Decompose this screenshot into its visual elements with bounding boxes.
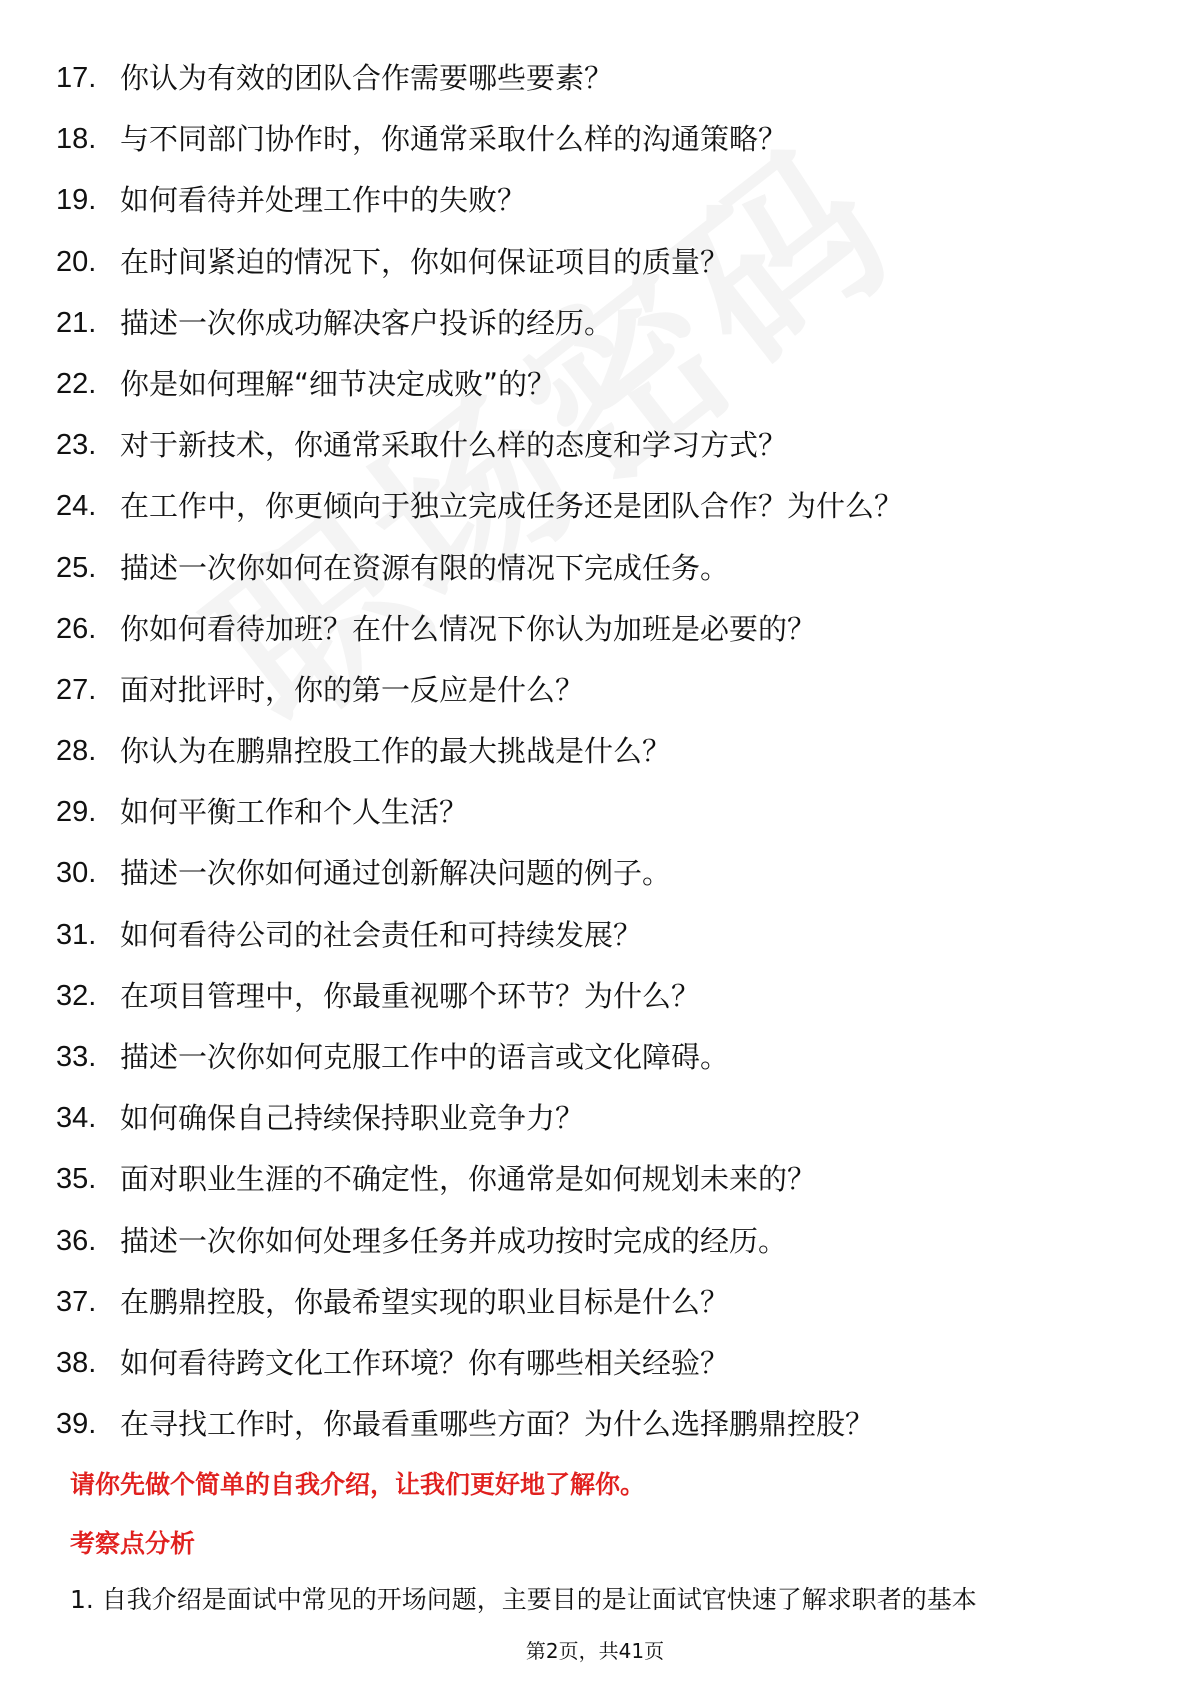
question-list <box>56 48 1146 1455</box>
question-number: 36. <box>56 1224 97 1257</box>
question-item <box>56 1333 1146 1394</box>
question-text: 与不同部门协作时，你通常采取什么样的沟通策略？ <box>120 122 788 157</box>
question-number: 28. <box>56 735 97 768</box>
question-text: 在鹏鼎控股，你最希望实现的职业目标是什么？ <box>120 1284 730 1319</box>
question-item <box>56 354 1146 415</box>
question-item <box>56 170 1146 231</box>
question-text: 对于新技术，你通常采取什么样的态度和学习方式？ <box>120 428 788 463</box>
question-item <box>56 721 1146 782</box>
question-text: 如何看待公司的社会责任和可持续发展？ <box>120 917 643 952</box>
question-number: 31. <box>56 918 97 951</box>
question-text: 你是如何理解“细节决定成败”的？ <box>120 366 557 401</box>
question-number: 38. <box>56 1346 97 1379</box>
question-number: 25. <box>56 551 97 584</box>
question-text: 如何看待并处理工作中的失败？ <box>120 183 527 218</box>
question-item <box>56 415 1146 476</box>
analysis-text: 1. 自我介绍是面试中常见的开场问题，主要目的是让面试官快速了解求职者的基本 <box>70 1585 977 1614</box>
question-number: 34. <box>56 1102 97 1135</box>
question-number: 26. <box>56 612 97 645</box>
question-item <box>56 293 1146 354</box>
question-item <box>56 476 1146 537</box>
section-title: 考察点分析 <box>70 1529 196 1558</box>
question-number: 27. <box>56 673 97 706</box>
question-text: 描述一次你如何处理多任务并成功按时完成的经历。 <box>120 1223 788 1258</box>
question-item <box>56 1088 1146 1149</box>
question-text: 描述一次你如何克服工作中的语言或文化障碍。 <box>120 1040 730 1074</box>
question-text: 在时间紧迫的情况下，你如何保证项目的质量？ <box>120 244 730 279</box>
question-text: 你认为在鹏鼎控股工作的最大挑战是什么？ <box>120 734 672 769</box>
question-text: 在工作中，你更倾向于独立完成任务还是团队合作？为什么？ <box>120 489 904 524</box>
question-number: 17. <box>56 62 97 94</box>
question-item <box>56 48 1146 109</box>
question-number: 37. <box>56 1285 97 1318</box>
question-number: 30. <box>56 857 97 890</box>
question-number: 32. <box>56 979 97 1012</box>
question-item <box>56 1149 1146 1210</box>
question-number: 39. <box>56 1408 97 1441</box>
page-footer: 第2页，共41页 <box>525 1639 665 1663</box>
question-item <box>56 1272 1146 1333</box>
question-number: 20. <box>56 245 97 278</box>
question-item <box>56 599 1146 660</box>
question-item <box>56 538 1146 599</box>
question-number: 22. <box>56 367 97 400</box>
question-number: 24. <box>56 490 97 523</box>
question-text: 描述一次你如何通过创新解决问题的例子。 <box>120 856 672 891</box>
question-number: 35. <box>56 1163 97 1196</box>
question-number: 18. <box>56 123 97 156</box>
question-text: 你认为有效的团队合作需要哪些要素？ <box>120 61 614 95</box>
question-number: 21. <box>56 306 97 339</box>
question-item <box>56 843 1146 904</box>
question-item <box>56 1027 1146 1088</box>
question-text: 在项目管理中，你最重视哪个环节？为什么？ <box>120 978 701 1013</box>
question-number: 29. <box>56 796 97 829</box>
question-number: 23. <box>56 429 97 462</box>
question-item <box>56 109 1146 170</box>
question-item <box>56 782 1146 843</box>
question-item <box>56 966 1146 1027</box>
question-item <box>56 905 1146 966</box>
question-text: 面对批评时，你的第一反应是什么？ <box>120 672 585 707</box>
question-item <box>56 1211 1146 1272</box>
question-text: 你如何看待加班？在什么情况下你认为加班是必要的？ <box>120 611 817 646</box>
question-text: 如何平衡工作和个人生活？ <box>120 795 469 830</box>
question-text: 在寻找工作时，你最看重哪些方面？为什么选择鹏鼎控股？ <box>120 1407 875 1442</box>
question-item <box>56 660 1146 721</box>
question-item <box>56 232 1146 293</box>
question-text: 描述一次你如何在资源有限的情况下完成任务。 <box>120 550 730 585</box>
question-number: 19. <box>56 184 97 217</box>
question-text: 描述一次你成功解决客户投诉的经历。 <box>120 305 614 340</box>
question-text: 面对职业生涯的不确定性，你通常是如何规划未来的？ <box>120 1162 817 1197</box>
question-item <box>56 1394 1146 1455</box>
question-text: 如何确保自己持续保持职业竞争力？ <box>120 1101 585 1136</box>
highlight-question: 请你先做个简单的自我介绍，让我们更好地了解你。 <box>70 1470 646 1499</box>
question-number: 33. <box>56 1041 97 1073</box>
question-text: 如何看待跨文化工作环境？你有哪些相关经验？ <box>120 1345 730 1380</box>
